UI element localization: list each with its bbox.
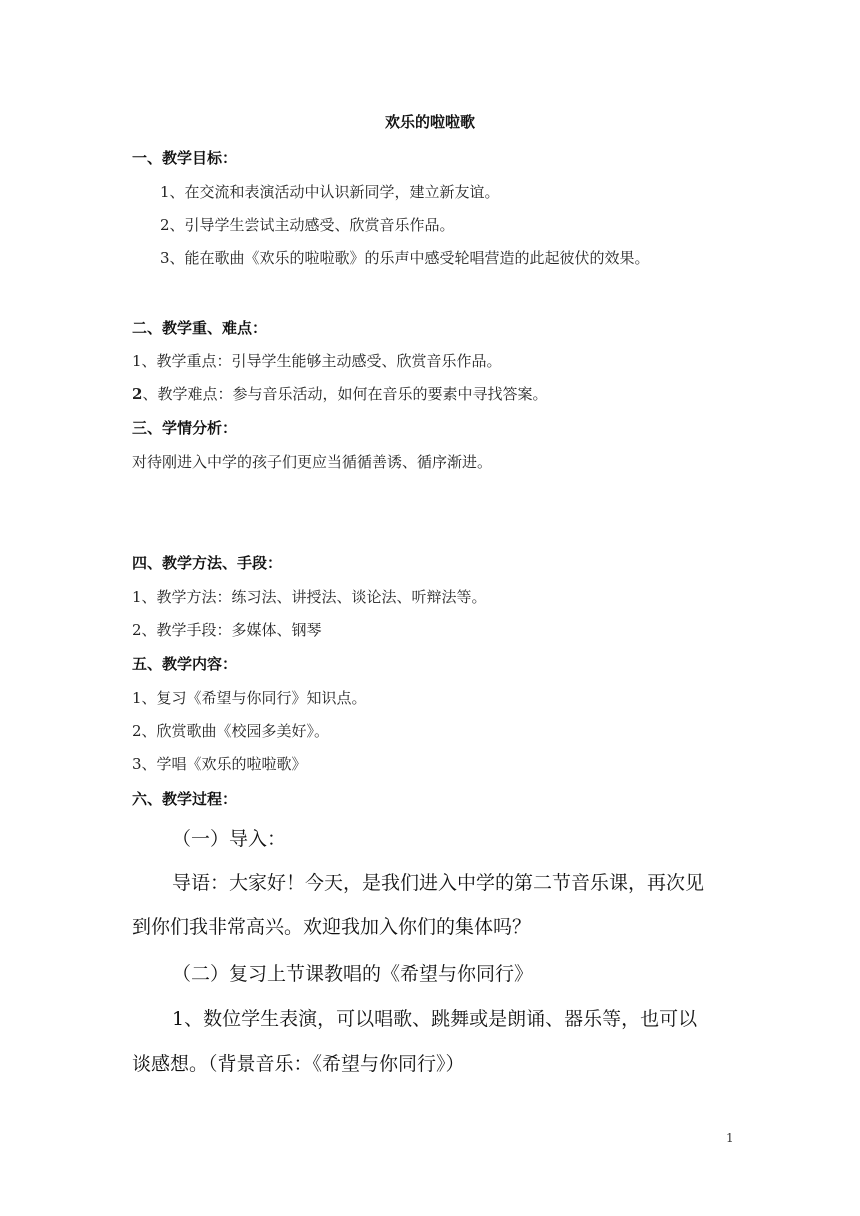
process-subheading-review: （二）复习上节课教唱的《希望与你同行》 — [172, 963, 534, 985]
intro-paragraph-line-1: 导语：大家好！今天，是我们进入中学的第二节音乐课，再次见 — [172, 872, 705, 894]
key-point-item-1: 1、教学重点：引导学生能够主动感受、欣赏音乐作品。 — [132, 352, 502, 370]
section-heading-methods: 四、教学方法、手段： — [132, 554, 283, 572]
process-subheading-intro: （一）导入： — [172, 828, 287, 850]
review-paragraph-line-1: 1、数位学生表演，可以唱歌、跳舞或是朗诵、器乐等，也可以 — [172, 1008, 698, 1030]
analysis-text: 对待刚进入中学的孩子们更应当循循善诱、循序渐进。 — [132, 453, 493, 471]
review-paragraph-line-2: 谈感想。（背景音乐：《希望与你同行》） — [132, 1053, 465, 1075]
section-heading-content: 五、教学内容： — [132, 655, 238, 673]
content-item-3: 3、学唱《欢乐的啦啦歌》 — [132, 755, 307, 773]
method-item-2: 2、教学手段：多媒体、钢琴 — [132, 621, 322, 639]
section-heading-analysis: 三、学情分析： — [132, 419, 238, 437]
objective-item-3: 3、能在歌曲《欢乐的啦啦歌》的乐声中感受轮唱营造的此起彼伏的效果。 — [160, 249, 650, 267]
page-number: 1 — [726, 1131, 734, 1145]
key-point-item-2-text: 、教学难点：参与音乐活动，如何在音乐的要素中寻找答案。 — [142, 385, 548, 403]
objective-item-2: 2、引导学生尝试主动感受、欣赏音乐作品。 — [160, 216, 455, 234]
content-item-2: 2、欣赏歌曲《校园多美好》。 — [132, 722, 330, 740]
objective-item-1: 1、在交流和表演活动中认识新同学，建立新友谊。 — [160, 183, 500, 201]
key-point-item-2-number: 2 — [132, 385, 143, 403]
key-point-item-2 — [132, 383, 547, 404]
intro-paragraph-line-2: 到你们我非常高兴。欢迎我加入你们的集体吗？ — [132, 916, 532, 938]
method-item-1: 1、教学方法：练习法、讲授法、谈论法、听辩法等。 — [132, 588, 487, 606]
section-heading-key-points: 二、教学重、难点： — [132, 319, 268, 337]
section-heading-process: 六、教学过程： — [132, 790, 238, 808]
document-title: 欢乐的啦啦歌 — [384, 113, 475, 131]
section-heading-objectives: 一、教学目标： — [132, 149, 238, 167]
content-item-1: 1、复习《希望与你同行》知识点。 — [132, 689, 367, 707]
